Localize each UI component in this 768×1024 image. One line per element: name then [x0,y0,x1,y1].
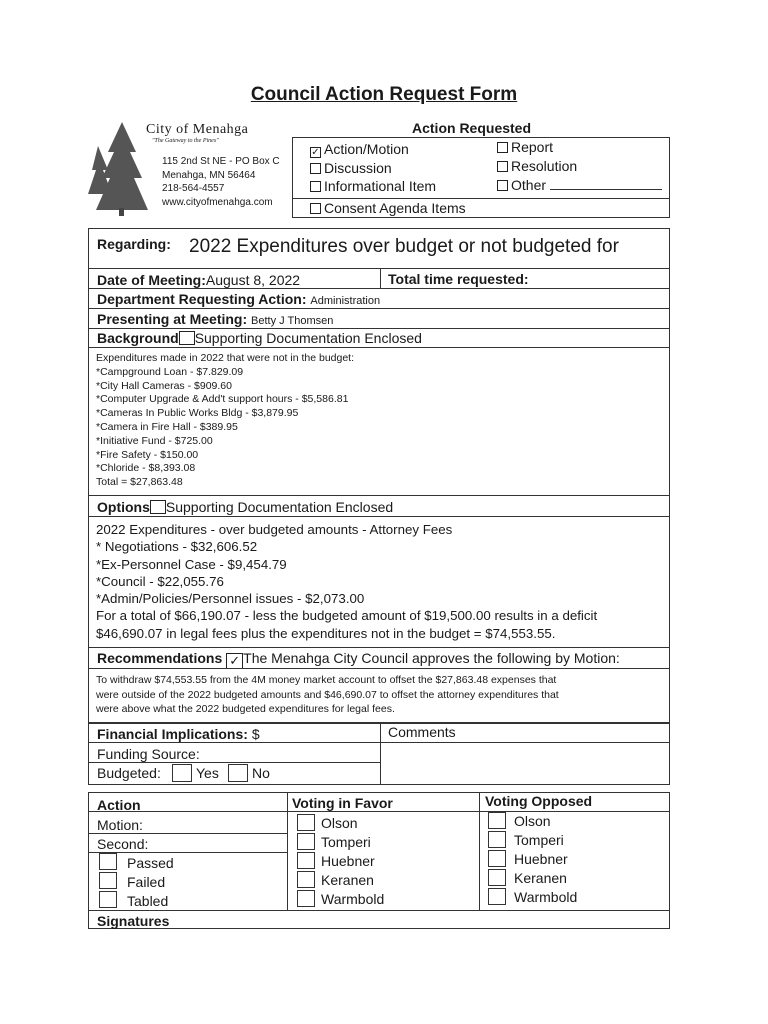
outcome-tabled: Tabled [127,893,169,909]
opposed-member: Warmbold [514,889,578,905]
voting-table [88,792,670,929]
option-action-motion[interactable]: ✓ Action/Motion [311,141,409,158]
phone: 218-564-4557 [162,183,225,194]
budgeted-no-checkbox[interactable] [228,764,248,782]
options-line: *Ex-Personnel Case - $9,454.79 [96,556,287,572]
options-line: *Admin/Policies/Personnel issues - $2,073.00 [96,591,365,607]
opposed-olson-checkbox[interactable] [488,812,506,829]
favor-huebner-checkbox[interactable] [297,852,315,869]
signatures-label: Signatures [97,913,170,929]
address-line-2: Menahga, MN 56464 [162,169,256,181]
failed-checkbox[interactable] [99,872,117,889]
favor-member: Warmbold [321,891,385,907]
favor-olson-checkbox[interactable] [297,814,315,831]
date-value[interactable]: August 8, 2022 [205,272,301,288]
action-requested-heading: Action Requested [412,120,532,136]
options-supporting-checkbox[interactable] [150,500,166,514]
checkbox-other[interactable] [497,180,508,191]
comments-label: Comments [388,724,456,740]
options-header: Options Supporting Documentation Enclosed [97,499,394,515]
checkbox-informational[interactable] [310,181,321,192]
favor-member: Olson [321,815,358,831]
checkbox-discussion[interactable] [310,163,321,174]
opposed-member: Olson [514,813,551,829]
background-line: Total = $27,863.48 [96,476,183,489]
opposed-member: Tomperi [514,832,564,848]
date-label: Date of Meeting:August 8, 2022 [97,272,301,288]
option-discussion[interactable]: Discussion [310,160,392,176]
financial-label: Financial Implications: $ [97,726,260,742]
favor-member: Tomperi [321,834,371,850]
department-value[interactable]: Administration [310,295,381,307]
website[interactable]: www.cityofmenahga.com [162,196,273,208]
opposed-warmbold-checkbox[interactable] [488,888,506,905]
options-line: For a total of $66,190.07 - less the budgeted amount of $19,500.00 results in a deficit [96,608,598,624]
regarding-label: Regarding: [97,236,171,252]
checkbox-consent[interactable] [310,203,321,214]
options-line: 2022 Expenditures - over budgeted amounts - Attorney Fees [96,522,453,537]
motion-label: Motion: [97,817,143,833]
options-text [96,521,597,642]
org-name: City of Menahga [146,122,249,137]
favor-keranen-checkbox[interactable] [297,871,315,888]
background-line: *Campground Loan - $7.829.09 [96,365,244,378]
background-line: *City Hall Cameras - $909.60 [96,379,232,392]
org-tagline: "The Gateway to the Pines" [152,138,219,144]
presenting-label: Presenting at Meeting: Betty J Thomsen [97,311,334,327]
outcome-failed: Failed [127,874,166,890]
opposed-tomperi-checkbox[interactable] [488,831,506,848]
recommendation-line: To withdraw $74,553.55 from the 4M money market account to offset the $27,863.48 expenses that [96,674,557,686]
opposed-keranen-checkbox[interactable] [488,869,506,886]
option-report[interactable]: Report [497,139,553,155]
recommendations-text [96,673,559,717]
options-line: *Council - $22,055.76 [96,573,224,589]
opposed-huebner-checkbox[interactable] [488,850,506,867]
background-line: Expenditures made in 2022 that were not in the budget: [96,352,355,364]
financial-amount[interactable]: $ [251,726,260,742]
background-header: Background Supporting Documentation Enclosed [97,330,422,346]
budgeted-yes-label: Yes [196,765,219,781]
option-informational[interactable]: Informational Item [310,178,436,194]
presenting-value[interactable]: Betty J Thomsen [251,315,334,327]
page-title: Council Action Request Form [250,84,518,105]
favor-tomperi-checkbox[interactable] [297,833,315,850]
action-column-header: Action [97,797,141,813]
outcome-passed: Passed [127,855,174,871]
background-line: *Cameras In Public Works Bldg - $3,879.95 [96,407,299,420]
favor-member: Keranen [321,872,374,888]
recommendation-line: were above what the 2022 budgeted expenditures for legal fees. [96,703,395,715]
org-address [162,155,280,209]
recommendations-header: Recommendations ✓ The Menahga City Council approves the following by Motion: [97,650,620,668]
checkbox-resolution[interactable] [497,161,508,172]
option-other[interactable]: Other [497,177,662,193]
option-consent[interactable]: Consent Agenda Items [310,200,466,216]
recommendations-checkbox[interactable]: ✓ [226,653,243,669]
background-line: *Camera in Fire Hall - $389.95 [96,420,238,433]
background-text [96,352,354,490]
favor-warmbold-checkbox[interactable] [297,890,315,907]
funding-source-label: Funding Source: [97,746,200,762]
budgeted-row: Budgeted: [97,765,161,781]
background-line: *Fire Safety - $150.00 [96,448,199,461]
budgeted-yes-checkbox[interactable] [172,764,192,782]
pine-trees-logo [84,118,154,218]
opposed-member: Keranen [514,870,567,886]
recommendation-line: were outside of the 2022 budgeted amounts and $46,690.07 to offset the attorney expenditures that [96,688,559,701]
checkbox-report[interactable] [497,142,508,153]
department-label: Department Requesting Action: Administration [97,291,381,307]
checkbox-action-motion[interactable]: ✓ [311,147,320,158]
tabled-checkbox[interactable] [99,891,117,908]
background-supporting-checkbox[interactable] [179,331,195,345]
second-label: Second: [97,836,149,852]
voting-favor-header: Voting in Favor [292,795,393,811]
background-line: *Computer Upgrade & Add't support hours - $5,586.81 [96,393,349,406]
budgeted-no-label: No [252,765,270,781]
passed-checkbox[interactable] [99,853,117,870]
options-line: $46,690.07 in legal fees plus the expenditures not in the budget = $74,553.55. [96,625,556,641]
background-line: *Initiative Fund - $725.00 [96,434,213,447]
option-resolution[interactable]: Resolution [497,158,577,174]
opposed-member: Huebner [514,851,568,867]
favor-member: Huebner [321,853,375,869]
time-requested-label: Total time requested: [388,271,529,287]
other-blank[interactable] [550,189,662,190]
regarding-value[interactable]: 2022 Expenditures over budget or not budgeted for [189,236,619,257]
background-line: *Chloride - $8,393.08 [96,462,196,475]
options-line: * Negotiations - $32,606.52 [96,539,258,555]
address-line-1: 115 2nd St NE - PO Box C [162,156,280,167]
voting-opposed-header: Voting Opposed [485,793,593,809]
